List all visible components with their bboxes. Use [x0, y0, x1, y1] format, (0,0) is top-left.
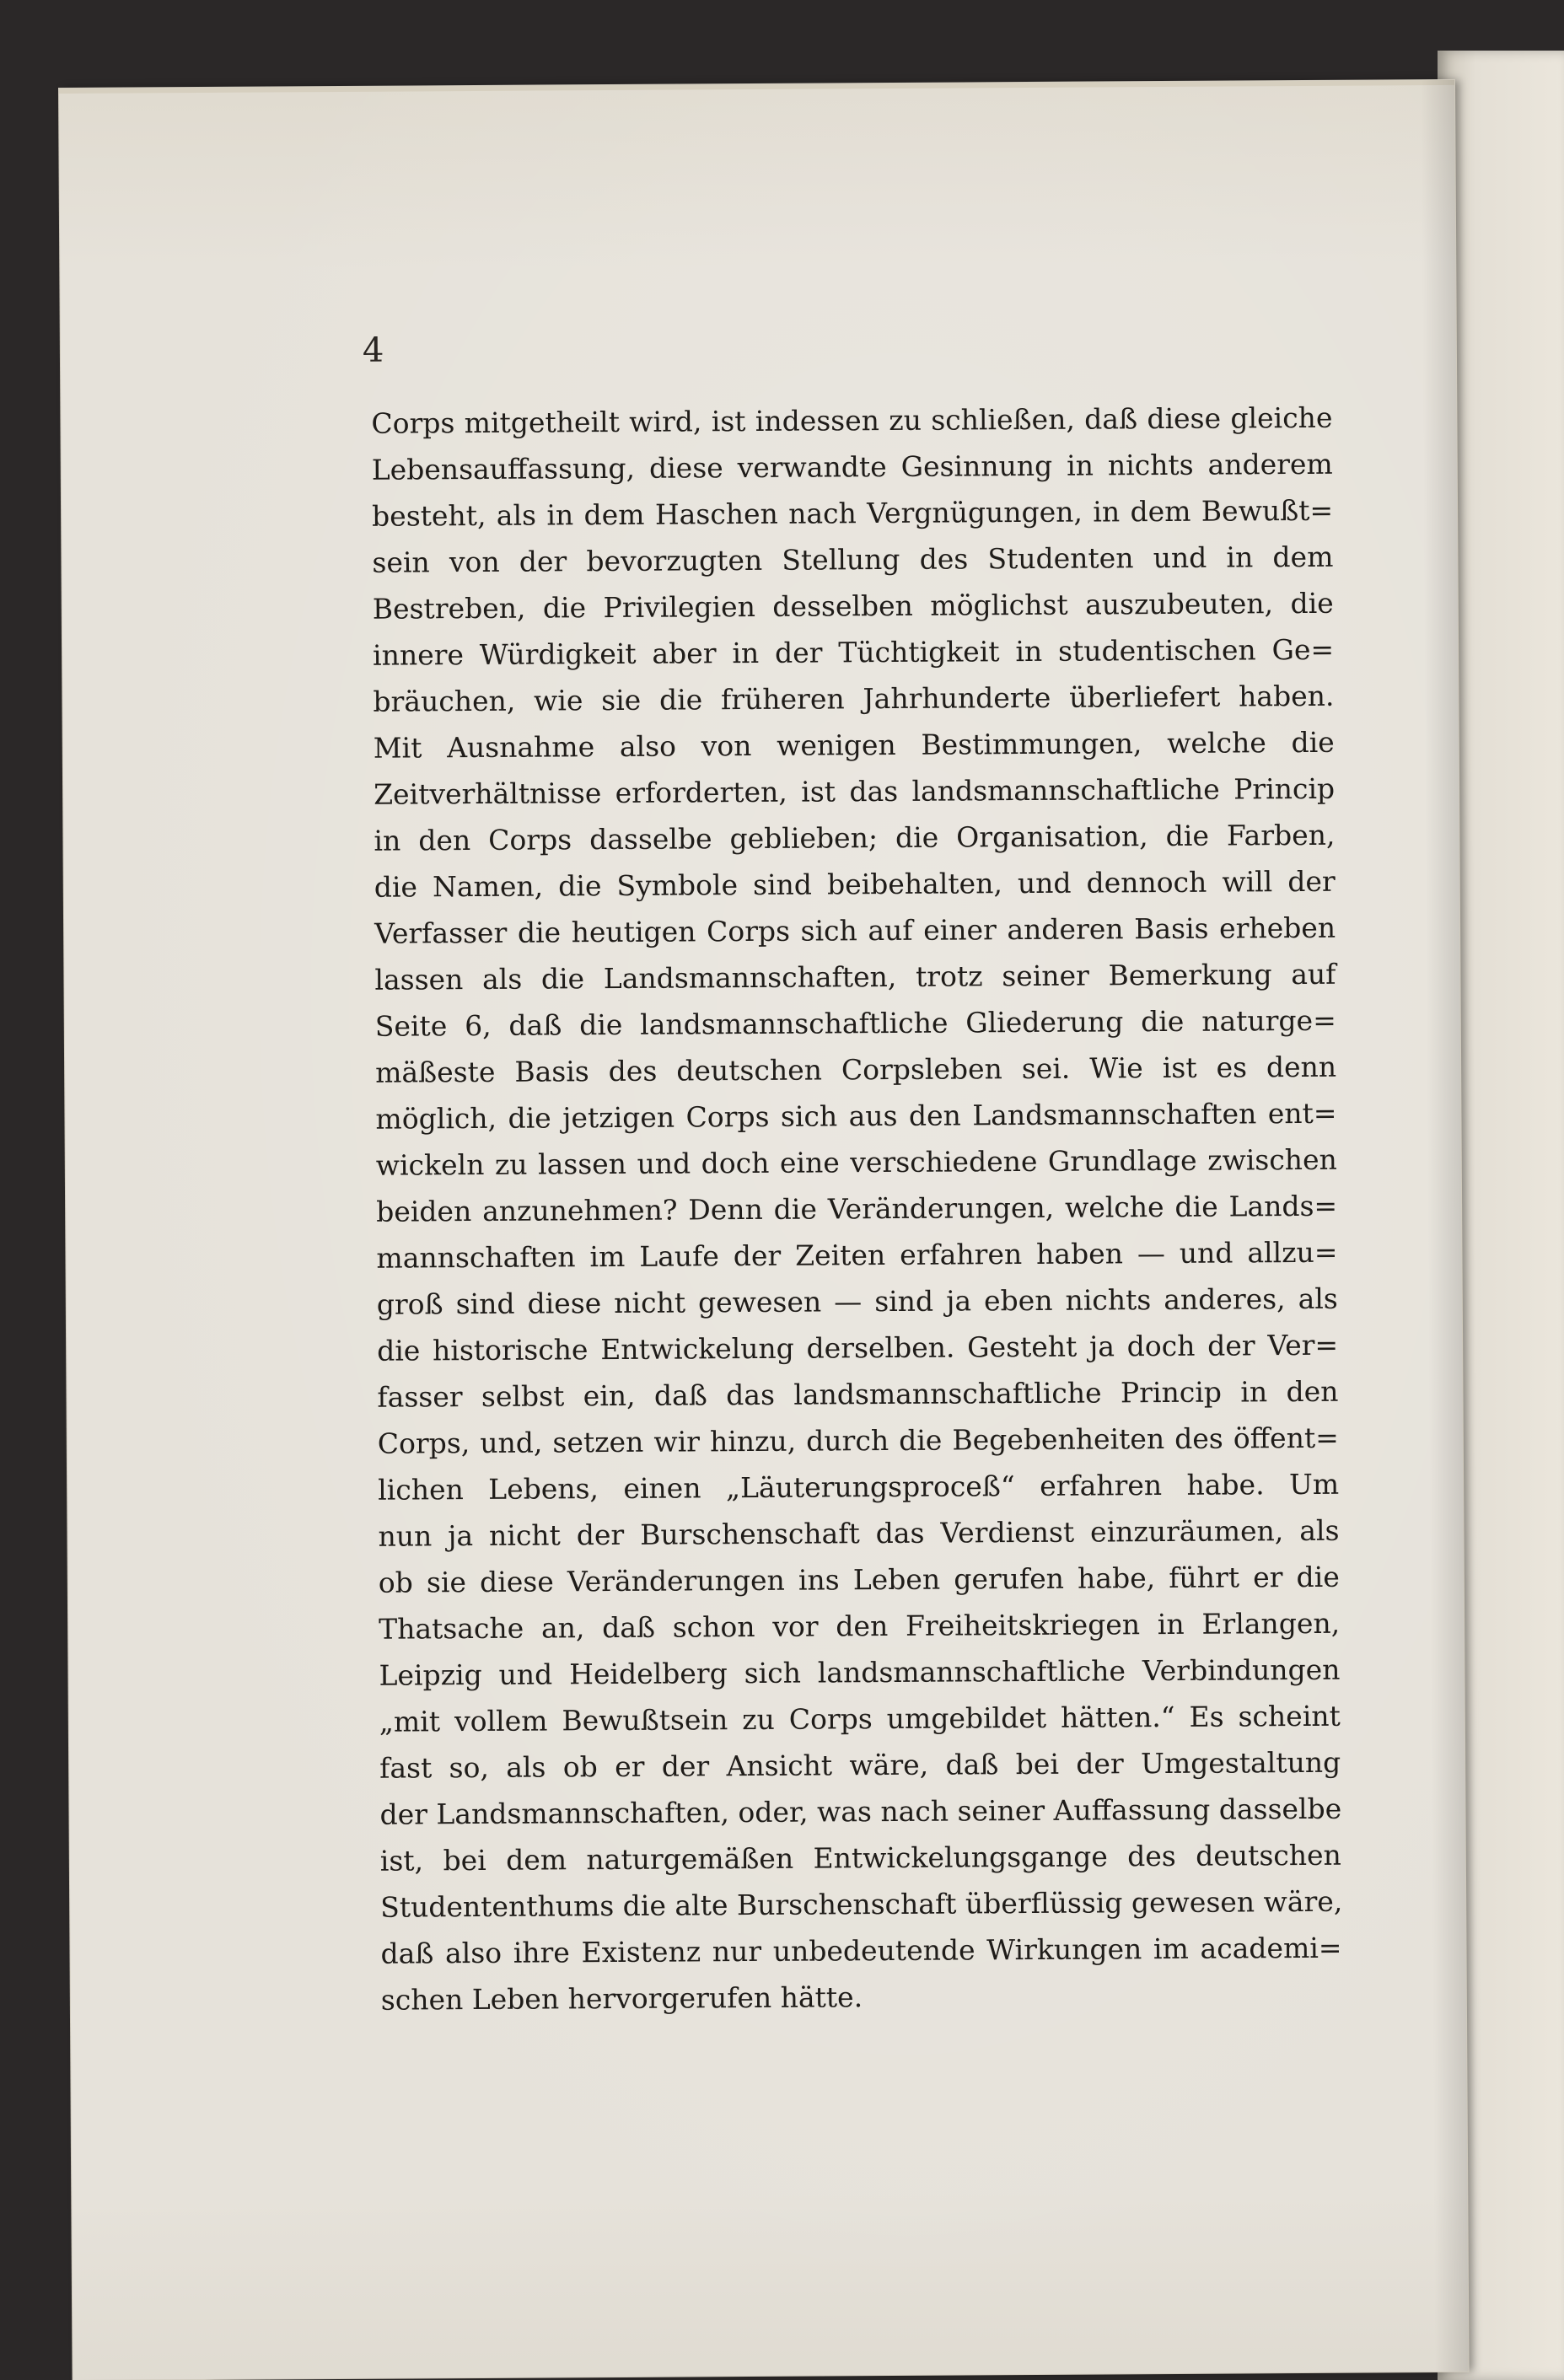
text-line: Studententhums die alte Burschenschaft überflüssig gewesen wäre, [380, 1884, 1343, 1924]
text-line: Thatsache an, daß schon vor den Freiheitskriegen in Erlangen, [379, 1606, 1341, 1646]
text-line: der Landsmannschaften, oder, was nach seiner Auffassung dasselbe [379, 1792, 1342, 1831]
text-line: Lebensauffassung, diese verwandte Gesinnung in nichts anderem [371, 447, 1333, 486]
text-line: sein von der bevorzugten Stellung des Studenten und in dem [372, 540, 1334, 579]
text-line: Seite 6, daß die landsmannschaftliche Gliederung die naturge= [374, 1003, 1336, 1043]
text-line: groß sind diese nicht gewesen — sind ja eben nichts anderes, als [376, 1281, 1338, 1321]
text-line: fast so, als ob er der Ansicht wäre, daß bei der Umgestaltung [379, 1745, 1341, 1785]
text-line: mannschaften im Laufe der Zeiten erfahren haben — und allzu= [376, 1235, 1338, 1275]
text-line: beiden anzunehmen? Denn die Veränderungen, welche die Lands= [376, 1189, 1338, 1228]
text-line: ist, bei dem naturgemäßen Entwickelungsgange des deutschen [379, 1838, 1341, 1878]
text-line: lassen als die Landsmannschaften, trotz seiner Bemerkung auf [374, 957, 1336, 997]
text-line: schen Leben hervorgerufen hätte. [380, 1980, 863, 2017]
text-line: Leipzig und Heidelberg sich landsmannschaftliche Verbindungen [379, 1652, 1341, 1692]
text-line: innere Würdigkeit aber in der Tüchtigkeit in studentischen Ge= [372, 632, 1335, 672]
text-line: daß also ihre Existenz nur unbedeutende Wirkungen im academi= [380, 1931, 1342, 1970]
text-line: Corps, und, setzen wir hinzu, durch die Begebenheiten des öffent= [377, 1421, 1339, 1460]
text-line: nun ja nicht der Burschenschaft das Verdienst einzuräumen, als [378, 1513, 1340, 1553]
text-line: möglich, die jetzigen Corps sich aus den Landsmannschaften ent= [375, 1096, 1337, 1136]
text-line: ob sie diese Veränderungen ins Leben gerufen habe, führt er die [378, 1560, 1340, 1599]
text-line: die Namen, die Symbole sind beibehalten, und dennoch will der [374, 864, 1336, 904]
text-line: Mit Ausnahme also von wenigen Bestimmungen, welche die [373, 725, 1335, 765]
text-line: bräuchen, wie sie die früheren Jahrhunderte überliefert haben. [373, 679, 1335, 718]
book-page [59, 80, 1469, 2380]
text-line: die historische Entwickelung derselben. Gesteht ja doch der Ver= [377, 1328, 1339, 1367]
text-line: Bestreben, die Privilegien desselben möglichst auszubeuten, die [372, 586, 1334, 626]
page-number: 4 [362, 330, 384, 370]
text-line: fasser selbst ein, daß das landsmannschaftliche Princip in den [377, 1374, 1339, 1414]
page-top-edge [59, 80, 1454, 94]
text-line: Zeitverhältnisse erforderten, ist das landsmannschaftliche Princip [374, 771, 1336, 811]
body-text [371, 395, 1342, 2023]
text-line: wickeln zu lassen und doch eine verschiedene Grundlage zwischen [375, 1142, 1337, 1182]
text-line: mäßeste Basis des deutschen Corpsleben sei. Wie ist es denn [375, 1050, 1337, 1089]
text-line: besteht, als in dem Haschen nach Vergnügungen, in dem Bewußt= [371, 493, 1334, 533]
text-line: Verfasser die heutigen Corps sich auf einer anderen Basis erheben [374, 911, 1336, 950]
text-line: lichen Lebens, einen „Läuterungsproceß“ erfahren habe. Um [378, 1467, 1340, 1507]
text-line: in den Corps dasselbe geblieben; die Organisation, die Farben, [374, 818, 1336, 857]
text-line: Corps mitgetheilt wird, ist indessen zu schließen, daß diese gleiche [371, 400, 1333, 440]
text-line: „mit vollem Bewußtsein zu Corps umgebildet hätten.“ Es scheint [379, 1699, 1341, 1738]
